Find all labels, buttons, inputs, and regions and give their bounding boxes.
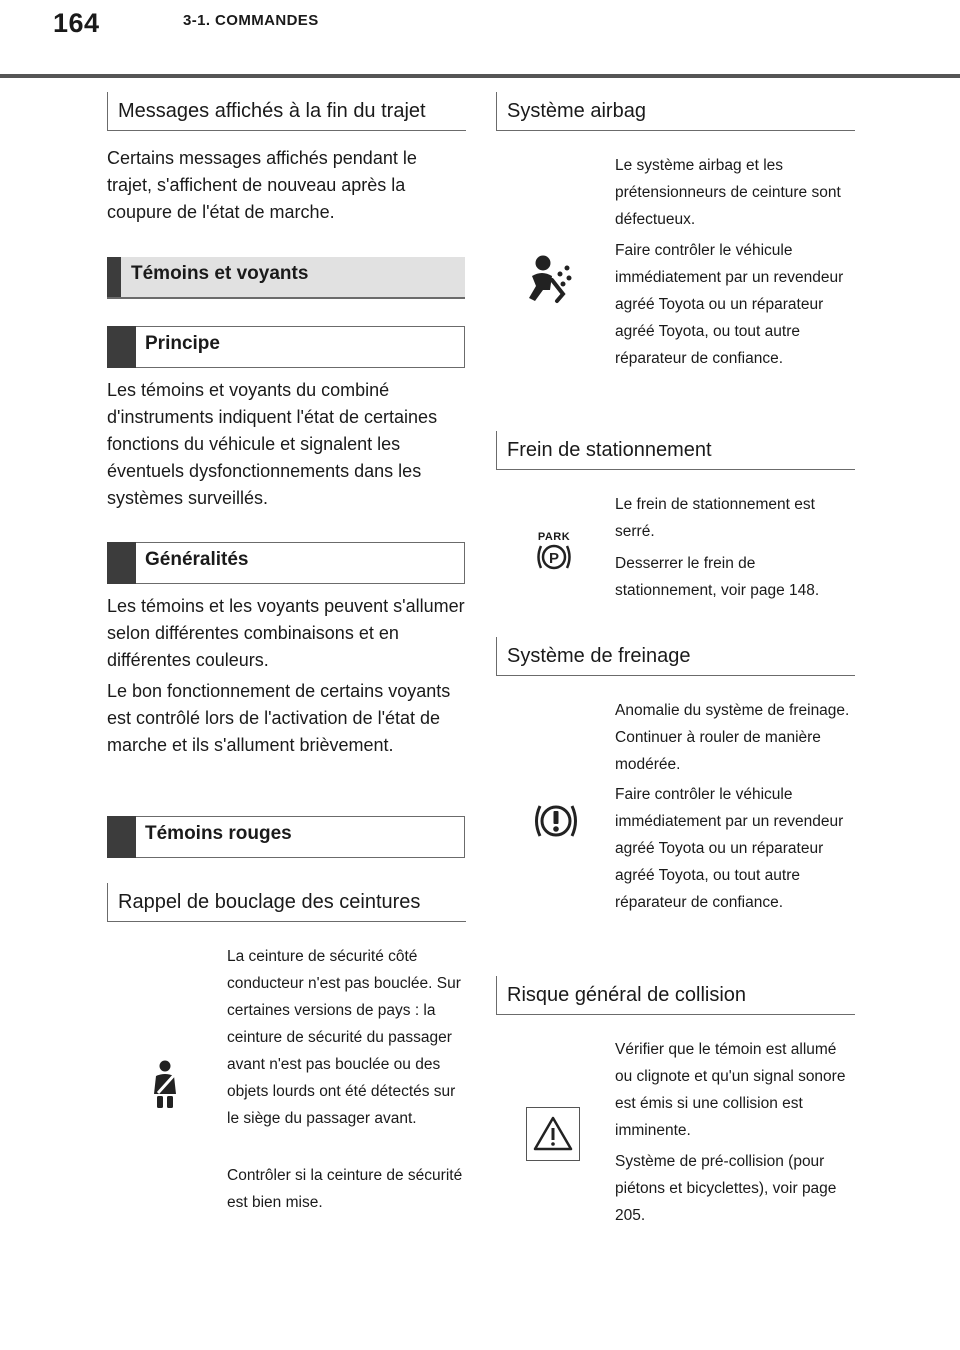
generalites-text-1: Les témoins et les voyants peuvent s'allumer selon différentes combinaisons et en différentes couleurs. [107, 596, 465, 670]
seatbelt-icon [149, 1060, 185, 1110]
airbag-text-1: Le système airbag et les prétensionneurs de ceinture sont défectueux. [615, 157, 841, 228]
freinage-text-1: Anomalie du système de freinage. Continuer à rouler de manière modérée. [615, 702, 850, 773]
generalites-heading-label: Généralités [145, 549, 249, 570]
heading-bar [107, 816, 136, 858]
airbag-icon [526, 254, 576, 304]
rouges-heading-label: Témoins rouges [145, 823, 292, 844]
frein-text-1: Le frein de stationnement est serré. [615, 496, 815, 540]
messages-heading: Messages affichés à la fin du trajet [107, 92, 466, 131]
frein-heading: Frein de stationnement [496, 431, 855, 470]
messages-text: Certains messages affichés pendant le trajet, s'affichent de nouveau après la coupure de l'état de marche. [107, 148, 417, 222]
park-circle-icon [534, 543, 574, 571]
collision-text-1: Vérifier que le témoin est allumé ou clignote et qu'un signal sonore est émis si une collision est imminente. [615, 1041, 846, 1139]
freinage-text-2: Faire contrôler le véhicule immédiatement par un revendeur agréé Toyota ou un réparateur agréé Toyota, ou tout autre réparateur de confiance. [615, 786, 844, 911]
parking-brake-icon [534, 531, 574, 571]
ceinture-text-1: La ceinture de sécurité côté conducteur n'est pas bouclée. Sur certaines versions de pays : la ceinture de sécurité du passager avant n'est pas bouclée ou des objets lourds ont été détectés sur le siège du passager avant. [227, 948, 461, 1127]
section-title: 3-1. COMMANDES [183, 12, 319, 29]
warning-triangle-icon [527, 1108, 579, 1160]
frein-text-2: Desserrer le frein de stationnement, voir page 148. [615, 555, 820, 599]
temoins-heading [107, 257, 465, 299]
airbag-text-2: Faire contrôler le véhicule immédiatement par un revendeur agréé Toyota ou un réparateur agréé Toyota, ou tout autre réparateur de confiance. [615, 242, 844, 367]
svg-text:P: P [548, 550, 560, 567]
principe-heading-label: Principe [145, 333, 220, 354]
airbag-heading: Système airbag [496, 92, 855, 131]
temoins-heading-label: Témoins et voyants [131, 263, 309, 284]
collision-heading: Risque général de collision [496, 976, 855, 1015]
principe-text: Les témoins et voyants du combiné d'instruments indiquent l'état de certaines fonctions du véhicule et signalent les éventuels dysfonctionnements dans les systèmes surveillés. [107, 380, 438, 508]
generalites-heading [107, 542, 465, 584]
collision-text-2: Système de pré-collision (pour piétons et bicyclettes), voir page 205. [615, 1153, 837, 1224]
freinage-heading: Système de freinage [496, 637, 855, 676]
ceinture-text-2: Contrôler si la ceinture de sécurité est bien mise. [227, 1167, 463, 1211]
brake-warning-icon [532, 802, 580, 840]
generalites-text-2: Le bon fonctionnement de certains voyants est contrôlé lors de l'activation de l'état de marche et ils s'allument brièvement. [107, 681, 451, 755]
heading-bar [107, 542, 136, 584]
heading-bar [107, 257, 121, 297]
collision-icon-frame [526, 1107, 580, 1161]
page-number: 164 [53, 8, 100, 38]
ceinture-heading: Rappel de bouclage des ceintures [107, 883, 466, 922]
principe-heading [107, 326, 465, 368]
rouges-heading [107, 816, 465, 858]
header-rule [0, 74, 960, 78]
page-header [0, 0, 960, 80]
heading-bar [107, 326, 136, 368]
park-label: PARK [537, 531, 571, 543]
